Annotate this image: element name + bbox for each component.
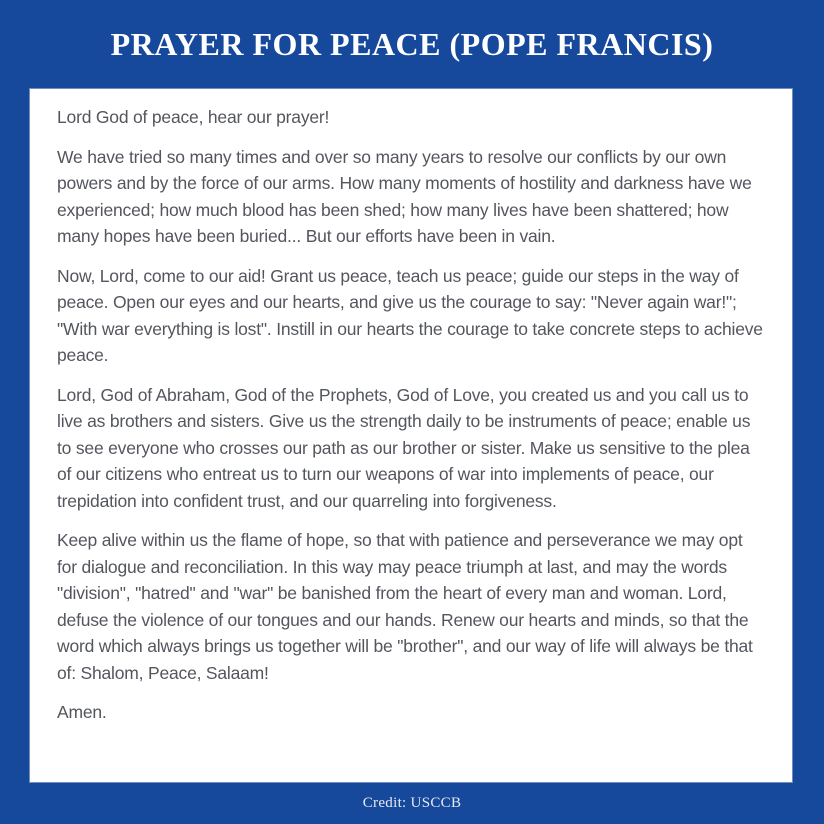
prayer-paragraph: Keep alive within us the flame of hope, so that with patience and perseverance we may opt for dialogue and reconciliation. In this way may peace triumph at last, and may the words "division", "hatred" and "war" be banished from the heart of every man and woman. Lord, defuse the violence of our tongues and our hands. Renew our hearts and minds, so that the word which always brings us together will be "brother", and our way of life will always be that of: Shalom, Peace, Salaam! [57,530,753,683]
prayer-text-panel [30,89,792,782]
prayer-paragraph: Now, Lord, come to our aid! Grant us peace, teach us peace; guide our steps in the way of peace. Open our eyes and our hearts, and give us the courage to say: "Never again war!"; "With war everything is lost". Instill in our hearts the courage to take concrete steps to achieve peace. [57,265,763,365]
prayer-paragraph: Lord, God of Abraham, God of the Prophets, God of Love, you created us and you call us to live as brothers and sisters. Give us the strength daily to be instruments of peace; enable us to see everyone who crosses our path as our brother or sister. Make us sensitive to the plea of our citizens who entreat us to turn our weapons of war into implements of peace, our trepidation into confident trust, and our quarreling into forgiveness. [57,384,751,511]
page-header [0,0,824,89]
page-title: PRAYER FOR PEACE (POPE FRANCIS) [110,26,714,62]
prayer-paragraph: Amen. [57,702,107,722]
prayer-paragraph: Lord God of peace, hear our prayer! [57,107,330,127]
page-footer [0,782,824,824]
prayer-paragraph: We have tried so many times and over so many years to resolve our conflicts by our own powers and by the force of our arms. How many moments of hostility and darkness have we experienced; how much blood has been shed; how many lives have been shattered; how many hopes have been buried... But our efforts have been in vain. [57,146,752,246]
credit-text: Credit: USCCB [362,794,462,811]
